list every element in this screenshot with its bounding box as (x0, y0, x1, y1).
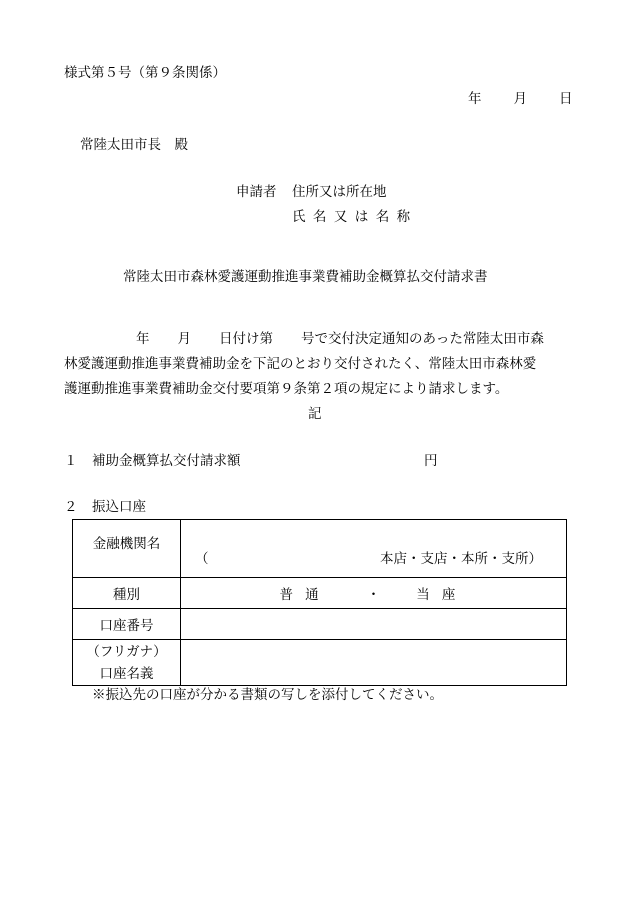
account-type-header: 種別 (73, 578, 181, 609)
applicant-name-label: 氏名又は名称 (292, 209, 418, 225)
item-1-label: 補助金概算払交付請求額 (92, 453, 241, 469)
date-line (468, 93, 573, 107)
account-type-field[interactable] (181, 578, 567, 609)
body-line-1 (64, 327, 574, 352)
bank-paren-open: （ (195, 551, 209, 567)
body-line-2: 林愛護運動推進事業費補助金を下記のとおり交付されたく、常陸太田市森林愛 (64, 356, 537, 372)
account-type-separator: ・ (366, 587, 381, 603)
account-holder-label: 口座名義 (99, 665, 154, 682)
bank-name-label: 金融機関名 (92, 535, 161, 552)
table-row-type (73, 578, 567, 609)
applicant-label: 申請者 (236, 184, 277, 200)
account-number-header: 口座番号 (73, 609, 181, 640)
account-type-current[interactable]: 当座 (416, 587, 468, 603)
account-holder-kana-label: （フリガナ） (86, 643, 167, 660)
document-title: 常陸太田市森林愛護運動推進事業費補助金概算払交付請求書 (123, 269, 488, 285)
account-holder-field[interactable] (181, 640, 567, 686)
table-row-name (73, 640, 567, 686)
date-day: 日 (559, 91, 573, 107)
footnote: ※振込先の口座が分かる書類の写しを添付してください。 (92, 687, 443, 703)
item-2-number: ２ (64, 499, 78, 515)
ki-heading: 記 (308, 406, 322, 422)
body-year: 年 (136, 331, 150, 347)
date-month: 月 (513, 91, 527, 107)
account-holder-header (73, 640, 181, 686)
table-row-bank (73, 520, 567, 578)
applicant-address-label: 住所又は所在地 (292, 184, 387, 200)
body-month: 月 (177, 331, 191, 347)
addressee: 常陸太田市長 殿 (80, 137, 188, 153)
account-type-ordinary[interactable]: 普通 (279, 587, 331, 603)
body-paragraph (64, 327, 574, 402)
body-line-1-rest: 号で交付決定通知のあった常陸太田市森 (301, 331, 544, 347)
body-line-3: 護運動推進事業費補助金交付要項第９条第２項の規定により請求します。 (64, 381, 509, 397)
body-day-number: 日付け第 (219, 331, 273, 347)
account-table (72, 519, 567, 686)
item-1-number: １ (64, 453, 78, 469)
bank-name-field[interactable] (181, 520, 567, 578)
date-year: 年 (468, 91, 482, 107)
bank-name-header (73, 520, 181, 578)
item-2-label: 振込口座 (92, 499, 146, 515)
form-number: 様式第５号（第９条関係） (64, 65, 226, 81)
account-number-field[interactable] (181, 609, 567, 640)
item-1-unit: 円 (424, 453, 438, 469)
bank-branch-options: 本店・支店・本所・支所） (380, 551, 542, 567)
table-row-number (73, 609, 567, 640)
